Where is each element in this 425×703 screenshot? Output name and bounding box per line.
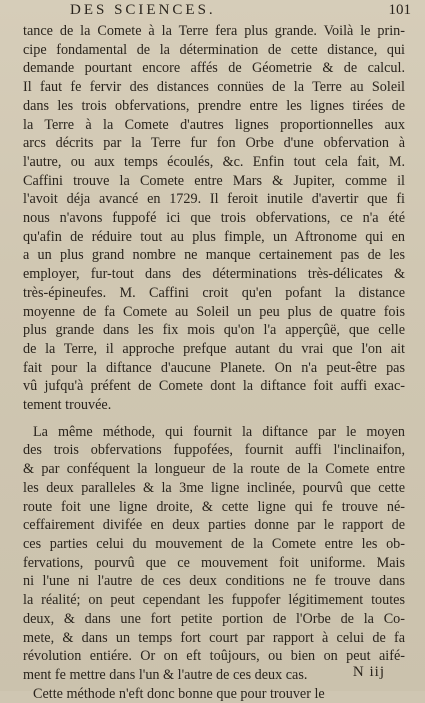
text-line: route foit une ligne droite, & cette ligne qui fe trouve né- (23, 498, 405, 515)
text-line: fait pour la diftance d'aucune Planete. On n'a peut-être pas (23, 359, 405, 376)
text-line: deux, & dans une fort petite portion de l'Orbe de la Co- (23, 610, 405, 627)
text-line: ment fe mettre dans l'un & l'autre de ces deux cas. (23, 666, 308, 683)
text-line: employer, fur-tout dans des déterminations très-délicates & (23, 266, 405, 283)
text-line: qu'afin de réduire tout au plus fimple, un Aftronome qui en (23, 228, 405, 245)
text-line: arcs décrits par la Terre fur fon Orbe d'une obfervation à (23, 135, 405, 152)
running-head: DES SCIENCES. (70, 2, 216, 18)
text-line: tance de la Comete à la Terre fera plus grande. Voilà le prin- (23, 23, 405, 39)
page-header (70, 2, 411, 22)
text-line: la réalité; on peut cependant les fuppofer légitimement toutes (23, 592, 405, 609)
text-line: & par conféquent la longueur de la route de la Comete entre (23, 461, 405, 478)
text-line: mete, & dans un temps fort court par rapport à celui de fa (23, 629, 405, 646)
text-line: de la Terre, il approche prefque autant du vrai que l'on ait (23, 340, 405, 357)
text-line: vû jufqu'à préfent de Comete dont la diftance foit auffi exac- (23, 378, 405, 395)
text-line: des trois obfervations fuppofées, fournit auffi l'inclinaifon, (23, 442, 405, 459)
text-line: l'avoit déja avancé en 1729. Il feroit inutile d'avertir que fi (23, 191, 405, 208)
paragraph (23, 22, 405, 415)
page-body (23, 22, 405, 703)
text-line: moyenne de fa Comete au Soleil un peu plus de quatre fois (23, 303, 405, 320)
text-line: très-épineufes. M. Caffini croit qu'en pofant la distance (23, 284, 405, 301)
text-line: ces parties celui du mouvement de la Comete entre les ob- (23, 535, 405, 552)
text-line: plus grande dans les fix mois qu'on l'a apperçûë, que celle (23, 322, 405, 339)
paragraph-gap (23, 415, 405, 423)
text-line: ni l'une ni l'autre de ces deux conditions ne fe trouve dans (23, 573, 405, 590)
text-line: cipe fondamental de la détermination de cette distance, qui (23, 41, 405, 58)
text-line: l'autre, ou aux temps écoulés, &c. Enfin tout cela fait, M. (23, 153, 405, 170)
text-line: tement trouvée. (23, 397, 112, 414)
text-line: Cette méthode n'eft donc bonne que pour trouver le (33, 685, 325, 702)
text-line: les deux paralleles & la 3me ligne inclinée, pourvû que cette (23, 479, 405, 496)
text-line: dans les trois obfervations, prendre entre les lignes tirées de (23, 97, 405, 114)
text-line: demande pourtant encore affés de Géometrie & de calcul. (23, 60, 405, 77)
paragraph (23, 685, 405, 703)
text-line: révolution entiére. Or on eft toûjours, ou bien on peut aifé- (23, 648, 405, 665)
text-line: Caffini trouve la Comete entre Mars & Jupiter, comme il (23, 172, 405, 189)
text-line: a un plus grand nombre ne manque certainement pas de les (23, 247, 405, 264)
signature-mark: N iij (352, 664, 385, 680)
text-line: ceffairement divifée en deux parties donne par le rapport de (23, 517, 405, 534)
text-line: la Terre à la Comete d'autres lignes proportionnelles aux (23, 116, 405, 133)
page-number: 101 (388, 2, 411, 18)
paragraph (23, 423, 405, 685)
text-line: nous n'avons fuppofé ici que trois obfervations, ce n'a été (23, 210, 405, 227)
text-line: La même méthode, qui fournit la diftance par le moyen (33, 423, 405, 440)
text-line: fervations, pourvû que ce mouvement foit uniforme. Mais (23, 554, 405, 571)
text-line: Il faut fe fervir des distances connües de la Terre au Soleil (23, 79, 405, 96)
